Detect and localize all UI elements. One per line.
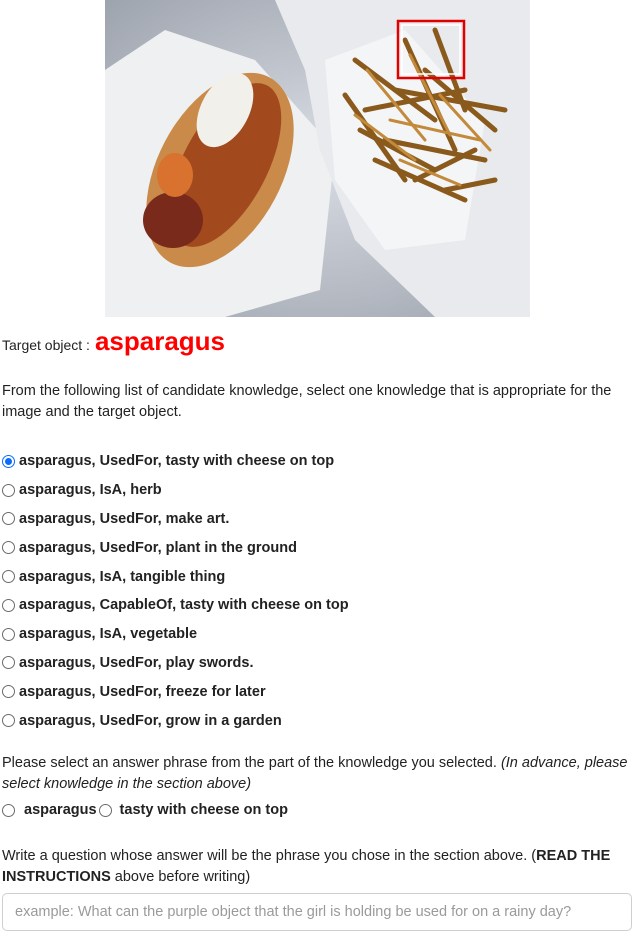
phrase-option[interactable] xyxy=(99,802,288,818)
knowledge-option-label: asparagus, IsA, vegetable xyxy=(19,626,198,643)
target-object-line xyxy=(2,326,225,357)
knowledge-option[interactable] xyxy=(2,591,349,620)
knowledge-option[interactable] xyxy=(2,562,349,591)
knowledge-radio[interactable] xyxy=(2,484,15,497)
knowledge-option-label: asparagus, IsA, herb xyxy=(19,482,162,499)
question-instructions-text-a: Write a question whose answer will be the phrase you chose in the section above. ( xyxy=(2,848,537,864)
question-instructions xyxy=(2,846,632,888)
knowledge-option-label: asparagus, UsedFor, make art. xyxy=(19,510,230,527)
phrase-instructions xyxy=(2,753,632,795)
knowledge-instructions: From the following list of candidate knowledge, select one knowledge that is appropriate for the image and the target object. xyxy=(2,383,612,420)
phrase-option-label: tasty with cheese on top xyxy=(119,802,288,818)
phrase-instructions-note: (In advance, please select knowledge in the section above) xyxy=(2,755,628,792)
knowledge-option[interactable] xyxy=(2,447,349,476)
knowledge-option[interactable] xyxy=(2,649,349,678)
knowledge-radio[interactable] xyxy=(2,685,15,698)
task-image xyxy=(105,0,530,317)
phrase-option-label: asparagus xyxy=(24,802,97,818)
knowledge-option-label: asparagus, UsedFor, grow in a garden xyxy=(19,712,282,729)
knowledge-radio[interactable] xyxy=(2,714,15,727)
knowledge-option-label: asparagus, UsedFor, plant in the ground xyxy=(19,539,297,556)
question-instructions-bold: READ THE INSTRUCTIONS xyxy=(2,848,611,885)
knowledge-radio[interactable] xyxy=(2,628,15,641)
question-input[interactable] xyxy=(2,893,632,931)
knowledge-option-label: asparagus, CapableOf, tasty with cheese on top xyxy=(19,597,349,614)
food-photo xyxy=(105,0,530,317)
knowledge-radio[interactable] xyxy=(2,570,15,583)
knowledge-radio[interactable] xyxy=(2,656,15,669)
phrase-radio[interactable] xyxy=(2,804,15,817)
phrase-option-list xyxy=(2,802,288,818)
target-object-label: Target object : xyxy=(2,337,90,353)
knowledge-option[interactable] xyxy=(2,706,349,735)
target-object-name: asparagus xyxy=(94,326,226,356)
knowledge-radio[interactable] xyxy=(2,455,15,468)
knowledge-option-label: asparagus, UsedFor, play swords. xyxy=(19,654,254,671)
question-instructions-text-b: above before writing) xyxy=(110,869,251,885)
knowledge-option[interactable] xyxy=(2,677,349,706)
knowledge-option-label: asparagus, IsA, tangible thing xyxy=(19,568,226,585)
knowledge-option[interactable] xyxy=(2,620,349,649)
knowledge-option-list xyxy=(2,447,349,735)
phrase-radio[interactable] xyxy=(99,804,112,817)
phrase-option[interactable] xyxy=(2,802,97,818)
knowledge-option[interactable] xyxy=(2,505,349,534)
knowledge-option-label: asparagus, UsedFor, tasty with cheese on top xyxy=(19,453,335,470)
knowledge-radio[interactable] xyxy=(2,512,15,525)
knowledge-option[interactable] xyxy=(2,476,349,505)
knowledge-option-label: asparagus, UsedFor, freeze for later xyxy=(19,683,266,700)
knowledge-radio[interactable] xyxy=(2,541,15,554)
knowledge-option[interactable] xyxy=(2,533,349,562)
phrase-instructions-text: Please select an answer phrase from the part of the knowledge you selected. xyxy=(2,755,497,771)
knowledge-radio[interactable] xyxy=(2,599,15,612)
